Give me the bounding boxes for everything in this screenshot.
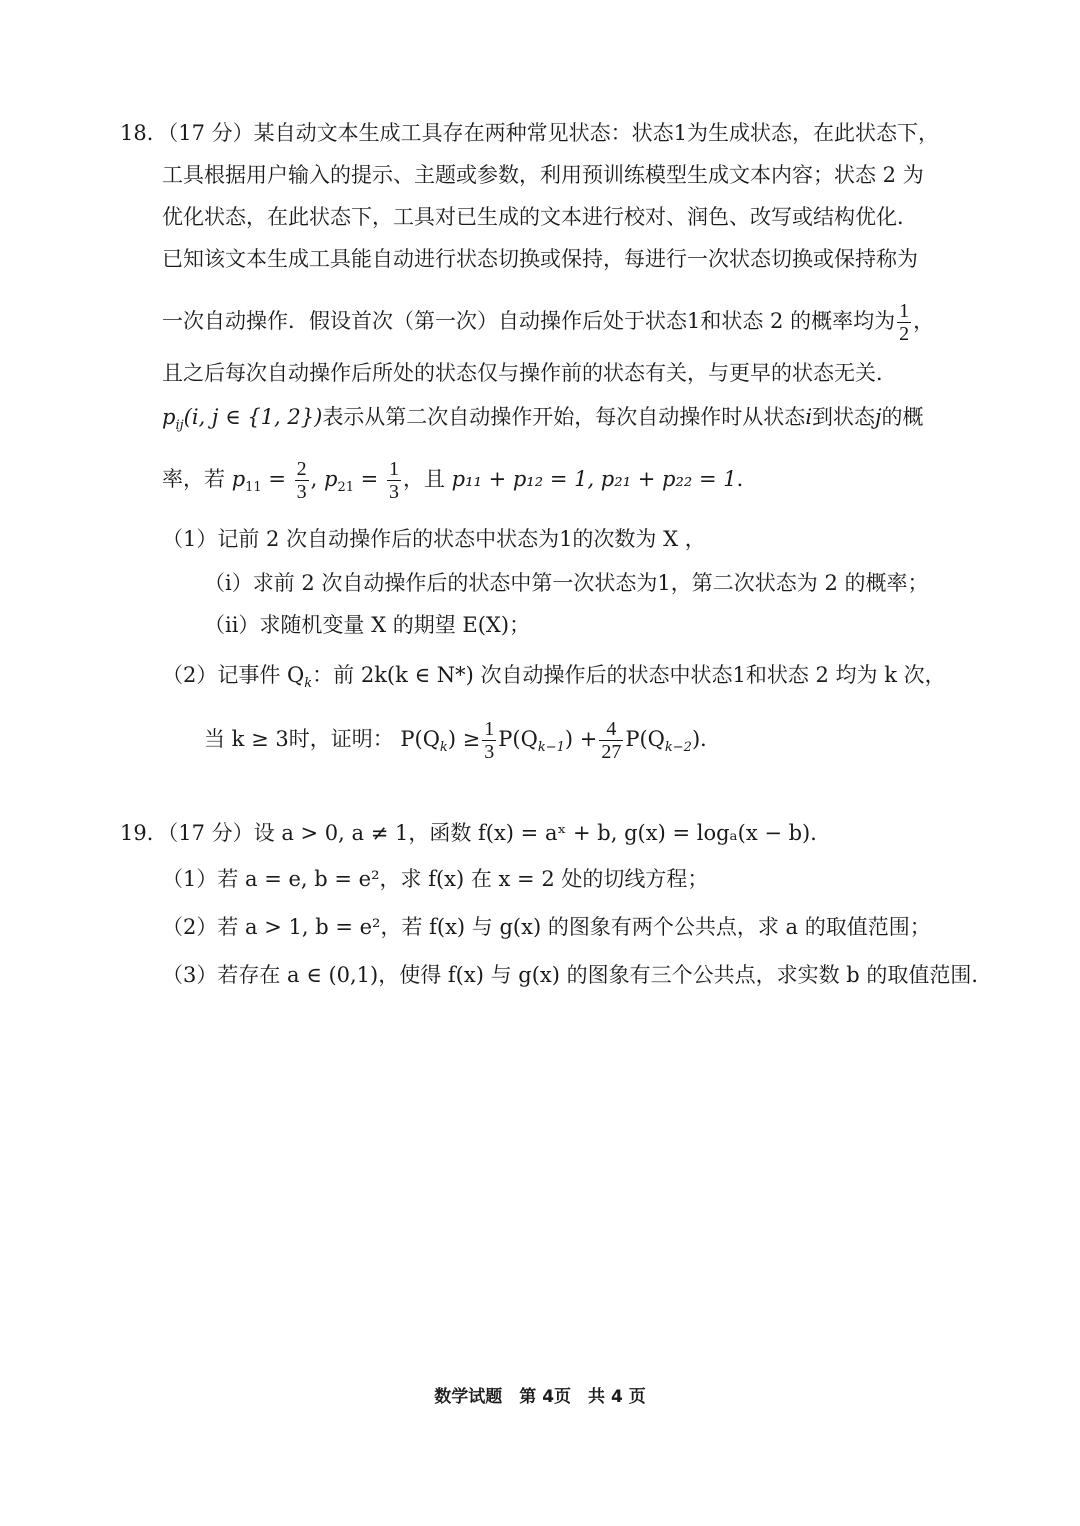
q18-line-5: 一次自动操作．假设首次（第一次）自动操作后处于状态1和状态 2 的概率均为 $\frac{1}{2}$ ， [162,300,935,345]
q19-part-3: （3）若存在 a ∈ (0,1)，使得 f(x) 与 g(x) 的图象有三个公共点，求实数 b 的取值范围． [162,963,993,987]
fraction-p21: $\frac{1}{3}$ [388,458,399,503]
q18-part-1: （1）记前 2 次自动操作后的状态中状态为1的次数为 X ， [162,527,706,551]
q19-part-1: （1）若 a = e, b = e²，求 f(x) 在 x = 2 处的切线方程； [162,867,709,891]
q18-line-1: 18．（17 分）某自动文本生成工具存在两种常见状态：状态1为生成状态，在此状态下， [120,121,939,145]
q18-line-3: 优化状态，在此状态下，工具对已生成的文本进行校对、润色、改写或结构优化． [162,205,918,229]
q19-points: （17 分） [167,821,254,845]
q19-number: 19． [120,821,168,845]
q18-line-8: 率，若 $p_{11}$ = $\frac{2}{3}$ , $p_{21}$ = $\frac{1}{3}$ ，且 p₁₁ + p₁₂ = 1, p₂₁ + p₂₂ = 1． [162,458,758,503]
q18-line-6: 且之后每次自动操作后所处的状态仅与操作前的状态有关，与更早的状态无关． [162,361,897,385]
fraction-one-half: $\frac{1}{2}$ [899,300,910,345]
q18-line-4: 已知该文本生成工具能自动进行状态切换或保持，每进行一次状态切换或保持称为 [162,247,918,271]
fraction-p11: $\frac{2}{3}$ [296,458,307,503]
q18-number: 18． [120,121,168,145]
q18-part-2-proof: 当 k ≥ 3时，证明： $P(Q_k)$ ≥ $\frac{1}{3}$ $P(Q_{k-1})$ + $\frac{4}{27}$ $P(Q_{k-2})$． [204,718,722,763]
q18-part-1-ii: （ii）求随机变量 X 的期望 E(X)； [204,613,531,637]
q19-part-2: （2）若 a > 1, b = e²，若 f(x) 与 g(x) 的图象有两个公共点，求 a 的取值范围； [162,915,931,939]
q18-points: （17 分） [167,121,254,145]
fraction-one-third: $\frac{1}{3}$ [484,718,495,763]
q18-line-2: 工具根据用户输入的提示、主题或参数，利用预训练模型生成文本内容；状态 2 为 [162,163,924,187]
fraction-four-27ths: $\frac{4}{27}$ [601,718,622,763]
q18-part-1-i: （i）求前 2 次自动操作后的状态中第一次状态为1，第二次状态为 2 的概率； [204,571,929,595]
q18-line-7: $p_{ij}(i$, j ∈ {1, 2})表示从第二次自动操作开始，每次自动操作时从状态i到状态j的概 [162,405,924,434]
q18-part-2: （2）记事件 $Q_k$：前 2k(k ∈ N*) 次自动操作后的状态中状态1和状态 2 均为 k 次， [162,663,946,692]
q19-line-1: 19．（17 分）设 a > 0, a ≠ 1，函数 f(x) = aˣ + b, g(x) = logₐ(x − b)． [120,821,832,845]
page-footer: 数学试题 第 4页 共 4 页 [434,1387,646,1407]
